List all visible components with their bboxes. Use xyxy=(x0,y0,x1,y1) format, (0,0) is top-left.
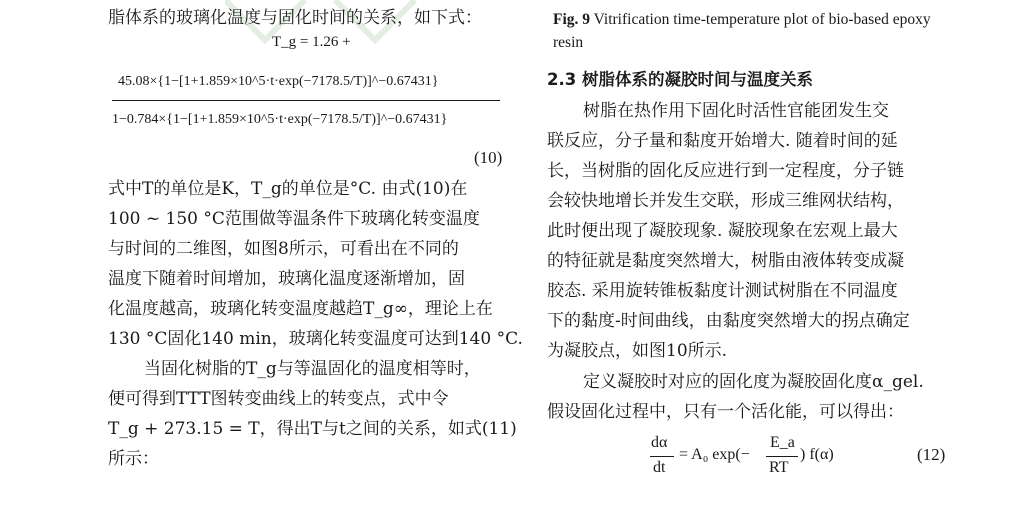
text-line: 的特征就是黏度突然增大，树脂由液体转变成凝 xyxy=(547,251,904,271)
text-line: 100 ~ 150 °C范围做等温条件下玻璃化转变温度 xyxy=(108,209,480,229)
text-line: T_g + 273.15 = T，得出T与t之间的关系，如式(11) xyxy=(108,419,517,439)
left-paragraph-1 xyxy=(108,174,523,354)
text-line: 当固化树脂的T_g与等温固化的温度相等时， xyxy=(144,359,481,379)
eq12-lhs-denominator: dt xyxy=(653,459,666,476)
text-line: 为凝胶点，如图10所示. xyxy=(547,341,728,361)
eq10-numerator: 45.08×{1−[1+1.859×10^5·t·exp(−7178.5/T)]^−0.67431} xyxy=(118,74,439,89)
eq10-top: T_g = 1.26 + xyxy=(272,34,351,50)
eq12-frac-numerator: E_a xyxy=(770,434,795,451)
eq10-denominator: 1−0.784×{1−[1+1.859×10^5·t·exp(−7178.5/T)]^−0.67431} xyxy=(112,112,448,127)
text-line: 所示： xyxy=(108,449,159,469)
text-line: 长，当树脂的固化反应进行到一定程度，分子链 xyxy=(547,161,904,181)
left-paragraph-2 xyxy=(108,354,517,474)
text-line: 胶态. 采用旋转锥板黏度计测试树脂在不同温度 xyxy=(547,281,898,301)
text-line: 会较快地增长并发生交联，形成三维网状结构， xyxy=(547,191,904,211)
text-line: 与时间的二维图，如图8所示，可看出在不同的 xyxy=(108,239,459,259)
text-line: 化温度越高，玻璃化转变温度越趋T_g∞，理论上在 xyxy=(108,299,493,319)
intro-line: 脂体系的玻璃化温度与固化时间的关系，如下式： xyxy=(108,8,482,28)
right-paragraph-2 xyxy=(547,367,951,427)
eq12-frac-bar xyxy=(766,456,798,457)
figure-caption-label: Fig. 9 xyxy=(553,11,591,28)
text-line: 下的黏度-时间曲线，由黏度突然增大的拐点确定 xyxy=(547,311,910,331)
text-line: 树脂在热作用下固化时活性官能团发生交 xyxy=(583,101,889,121)
section-heading: 2.3 树脂体系的凝胶时间与温度关系 xyxy=(547,70,813,89)
text-line: 温度下随着时间增加，玻璃化温度逐渐增加，固 xyxy=(108,269,465,289)
eq12-lhs-numerator: dα xyxy=(651,434,668,451)
text-line: 此时便出现了凝胶现象. 凝胶现象在宏观上最大 xyxy=(547,221,898,241)
eq10-fraction-bar xyxy=(112,100,500,101)
figure-caption-text: Vitrification time-temperature plot of bio-based epoxy resin xyxy=(553,11,931,51)
text-line: 联反应，分子量和黏度开始增大. 随着时间的延 xyxy=(547,131,898,151)
text-line: 假设固化过程中，只有一个活化能，可以得出： xyxy=(547,402,904,422)
figure-caption xyxy=(553,8,953,54)
eq12-middle: = A₀ exp(− xyxy=(679,446,750,463)
text-line: 式中T的单位是K，T_g的单位是°C. 由式(10)在 xyxy=(108,179,468,199)
text-line: 定义凝胶时对应的固化度为凝胶固化度α_gel. xyxy=(583,372,924,392)
eq12-frac-denominator: RT xyxy=(769,459,789,476)
eq12-lhs-bar xyxy=(650,456,674,457)
eq12-rhs: ) f(α) xyxy=(800,446,834,463)
right-paragraph-1 xyxy=(547,96,951,366)
eq10-number: (10) xyxy=(474,148,503,167)
eq12-number: (12) xyxy=(917,445,946,464)
text-line: 130 °C固化140 min，玻璃化转变温度可达到140 °C. xyxy=(108,329,523,349)
text-line: 便可得到TTT图转变曲线上的转变点，式中令 xyxy=(108,389,449,409)
